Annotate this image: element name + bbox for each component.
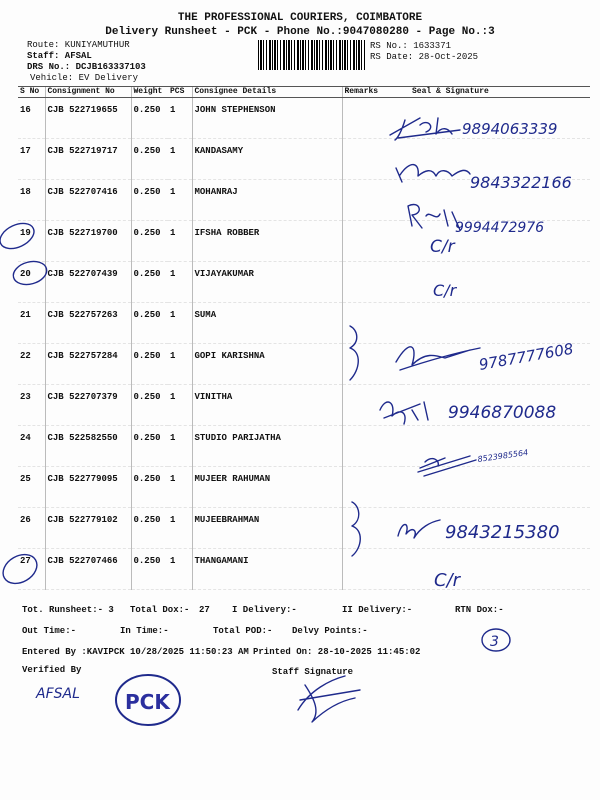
- drs-number: DRS No.: DCJB163337103: [27, 62, 146, 72]
- total-dox-label: Total Dox:-: [130, 605, 190, 615]
- cell-seal-signature: [402, 385, 590, 426]
- table-row: [18, 98, 590, 139]
- rs-number: RS No.: 1633371: [370, 41, 452, 51]
- cell-weight: 0.250: [131, 426, 168, 467]
- i-delivery: I Delivery:-: [232, 605, 297, 615]
- cell-weight: 0.250: [131, 180, 168, 221]
- col-header-sno: S No: [18, 87, 45, 98]
- col-header-seal-signature: Seal & Signature: [402, 87, 590, 98]
- cell-pcs: 1: [168, 549, 192, 590]
- cell-seal-signature: [402, 508, 590, 549]
- cell-pcs: 1: [168, 508, 192, 549]
- table-row: [18, 344, 590, 385]
- cell-seal-signature: [402, 221, 590, 262]
- cir-row20: C/r: [433, 281, 457, 300]
- cell-remarks: [342, 98, 402, 139]
- cell-seal-signature: [402, 549, 590, 590]
- cell-sno: 17: [18, 139, 45, 180]
- cell-consignment-no: CJB 522779095: [45, 467, 131, 508]
- cell-remarks: [342, 385, 402, 426]
- cell-consignment-no: CJB 522707416: [45, 180, 131, 221]
- ii-delivery: II Delivery:-: [342, 605, 413, 615]
- cell-sno: 18: [18, 180, 45, 221]
- table-row: [18, 139, 590, 180]
- cell-pcs: 1: [168, 221, 192, 262]
- table-row: [18, 303, 590, 344]
- cell-consignee: VIJAYAKUMAR: [192, 262, 342, 303]
- cir-row18: C/r: [430, 237, 455, 257]
- cell-seal-signature: [402, 303, 590, 344]
- cell-seal-signature: [402, 262, 590, 303]
- cell-consignee: GOPI KARISHNA: [192, 344, 342, 385]
- barcode-image: [258, 40, 366, 70]
- cell-remarks: [342, 303, 402, 344]
- cell-consignee: MOHANRAJ: [192, 180, 342, 221]
- cell-pcs: 1: [168, 344, 192, 385]
- cell-consignment-no: CJB 522719717: [45, 139, 131, 180]
- cell-sno: 27: [18, 549, 45, 590]
- cell-consignee: STUDIO PARIJATHA: [192, 426, 342, 467]
- cell-remarks: [342, 467, 402, 508]
- cell-sno: 23: [18, 385, 45, 426]
- total-pod: Total POD:-: [213, 626, 273, 636]
- runsheet-subtitle: Delivery Runsheet - PCK - Phone No.:9047080280 - Page No.:3: [105, 26, 495, 38]
- cell-pcs: 1: [168, 467, 192, 508]
- cell-seal-signature: [402, 98, 590, 139]
- table-row: [18, 262, 590, 303]
- phone-row18: 9994472976: [455, 220, 545, 236]
- col-header-consignee: Consignee Details: [192, 87, 342, 98]
- cell-consignment-no: CJB 522757263: [45, 303, 131, 344]
- verified-name: AFSAL: [36, 686, 80, 702]
- table-row: [18, 180, 590, 221]
- cell-seal-signature: [402, 467, 590, 508]
- pck-stamp-text: PCK: [125, 690, 170, 714]
- staff-signature-scribble: [298, 676, 360, 722]
- total-dox-value: 27: [199, 605, 210, 615]
- table-row: [18, 426, 590, 467]
- cell-weight: 0.250: [131, 221, 168, 262]
- cell-remarks: [342, 426, 402, 467]
- cell-sno: 24: [18, 426, 45, 467]
- phone-row22: 9787777608: [477, 339, 575, 374]
- cell-sno: 26: [18, 508, 45, 549]
- cell-weight: 0.250: [131, 303, 168, 344]
- printed-on: Printed On: 28-10-2025 11:45:02: [253, 647, 421, 657]
- cell-seal-signature: [402, 139, 590, 180]
- cell-seal-signature: [402, 344, 590, 385]
- cell-weight: 0.250: [131, 549, 168, 590]
- cell-pcs: 1: [168, 426, 192, 467]
- delvy-points: Delvy Points:-: [292, 626, 368, 636]
- cell-consignment-no: CJB 522757284: [45, 344, 131, 385]
- route-label: Route: KUNIYAMUTHUR: [27, 40, 130, 50]
- cell-consignment-no: CJB 522779102: [45, 508, 131, 549]
- table-header-row: [18, 87, 590, 98]
- pck-stamp-ring: [116, 675, 180, 725]
- cell-seal-signature: [402, 426, 590, 467]
- cell-consignee: MUJEEBRAHMAN: [192, 508, 342, 549]
- tot-runsheet: Tot. Runsheet:- 3: [22, 605, 114, 615]
- cell-weight: 0.250: [131, 98, 168, 139]
- cell-consignment-no: CJB 522707439: [45, 262, 131, 303]
- table-row: [18, 385, 590, 426]
- table-row: [18, 221, 590, 262]
- cell-remarks: [342, 508, 402, 549]
- cell-remarks: [342, 344, 402, 385]
- phone-row24: 8523985564: [477, 447, 529, 464]
- verified-by: Verified By: [22, 665, 82, 675]
- cell-consignment-no: CJB 522707466: [45, 549, 131, 590]
- cir-row27: C/r: [434, 570, 461, 591]
- cell-consignee: IFSHA ROBBER: [192, 221, 342, 262]
- rtn-dox: RTN Dox:-: [455, 605, 504, 615]
- cell-pcs: 1: [168, 385, 192, 426]
- cell-sno: 21: [18, 303, 45, 344]
- phone-row17: 9843322166: [470, 173, 572, 192]
- col-header-pcs: PCS: [168, 87, 192, 98]
- col-header-consignment: Consignment No: [45, 87, 131, 98]
- cell-consignee: THANGAMANI: [192, 549, 342, 590]
- circle-mark-rtn: [482, 629, 510, 651]
- cell-remarks: [342, 180, 402, 221]
- cell-consignee: MUJEER RAHUMAN: [192, 467, 342, 508]
- cell-pcs: 1: [168, 180, 192, 221]
- cell-consignee: JOHN STEPHENSON: [192, 98, 342, 139]
- runsheet-table: [18, 86, 590, 590]
- company-title: THE PROFESSIONAL COURIERS, COIMBATORE: [177, 12, 423, 24]
- table-row: [18, 508, 590, 549]
- phone-row23: 9946870088: [448, 403, 557, 423]
- in-time: In Time:-: [120, 626, 169, 636]
- staff-signature-label: Staff Signature: [272, 667, 354, 677]
- entered-by: Entered By :KAVIPCK 10/28/2025 11:50:23 AM: [22, 647, 249, 657]
- rs-date: RS Date: 28-Oct-2025: [370, 52, 479, 62]
- col-header-remarks: Remarks: [342, 87, 402, 98]
- vehicle-label: Vehicle: EV Delivery: [30, 73, 139, 83]
- cell-remarks: [342, 549, 402, 590]
- cell-pcs: 1: [168, 139, 192, 180]
- cell-weight: 0.250: [131, 262, 168, 303]
- table-row: [18, 467, 590, 508]
- cell-consignment-no: CJB 522582550: [45, 426, 131, 467]
- cell-consignee: VINITHA: [192, 385, 342, 426]
- cell-weight: 0.250: [131, 139, 168, 180]
- cell-pcs: 1: [168, 98, 192, 139]
- table-row: [18, 549, 590, 590]
- phone-row16: 9894063339: [462, 120, 558, 138]
- cell-sno: 19: [18, 221, 45, 262]
- runsheet-count-circled: 3: [490, 634, 499, 650]
- cell-weight: 0.250: [131, 508, 168, 549]
- cell-pcs: 1: [168, 303, 192, 344]
- cell-remarks: [342, 221, 402, 262]
- cell-weight: 0.250: [131, 467, 168, 508]
- cell-consignment-no: CJB 522719700: [45, 221, 131, 262]
- cell-sno: 16: [18, 98, 45, 139]
- cell-remarks: [342, 139, 402, 180]
- cell-consignee: KANDASAMY: [192, 139, 342, 180]
- cell-seal-signature: [402, 180, 590, 221]
- cell-sno: 22: [18, 344, 45, 385]
- cell-weight: 0.250: [131, 385, 168, 426]
- col-header-weight: Weight: [131, 87, 168, 98]
- cell-sno: 20: [18, 262, 45, 303]
- cell-sno: 25: [18, 467, 45, 508]
- cell-consignment-no: CJB 522707379: [45, 385, 131, 426]
- out-time: Out Time:-: [22, 626, 77, 636]
- cell-consignee: SUMA: [192, 303, 342, 344]
- cell-pcs: 1: [168, 262, 192, 303]
- cell-consignment-no: CJB 522719655: [45, 98, 131, 139]
- phone-row26: 9843215380: [445, 522, 560, 543]
- cell-weight: 0.250: [131, 344, 168, 385]
- staff-label: Staff: AFSAL: [27, 51, 92, 61]
- cell-remarks: [342, 262, 402, 303]
